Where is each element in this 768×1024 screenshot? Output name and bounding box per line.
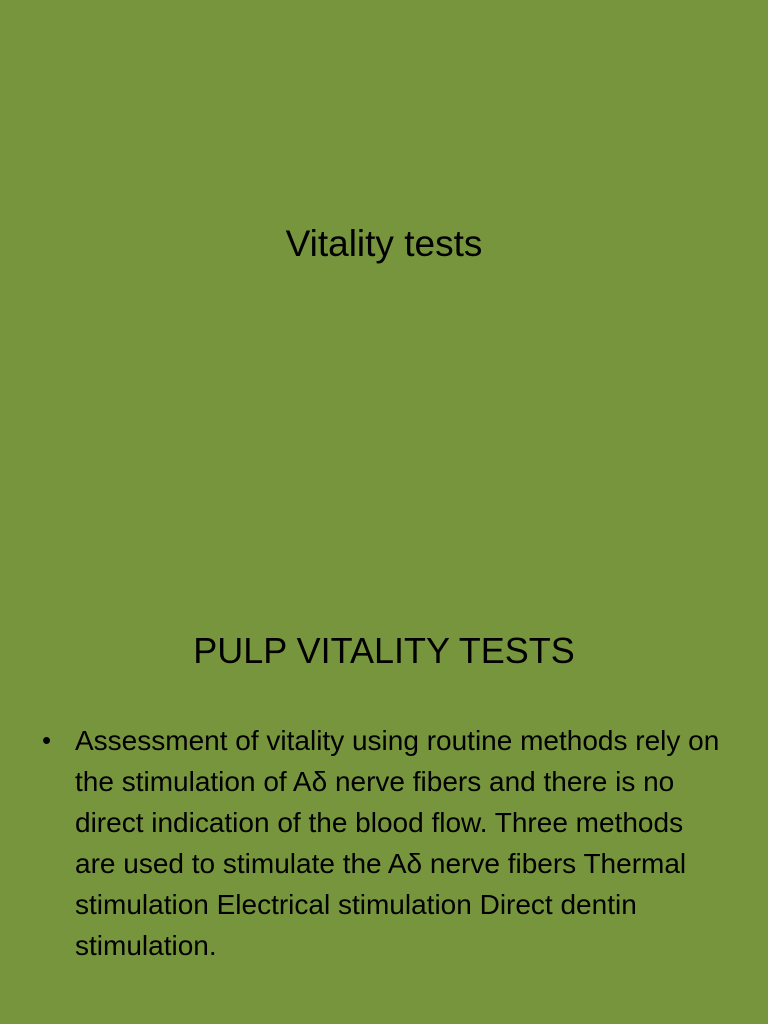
bullet-list [42,720,722,966]
content-slide [0,512,768,1024]
bullet-icon: • [42,725,52,755]
slide-heading: PULP VITALITY TESTS [193,630,575,671]
bullet-item [42,720,722,966]
bullet-text: Assessment of vitality using routine methods rely on the stimulation of Aδ nerve fibers and there is no direct indication of the blood flow. Three methods are used to stimulate the Aδ nerve fibers Thermal stimulation Electrical stimulation Direct dentin stimulation. [75,725,720,961]
slide-title: Vitality tests [285,223,483,264]
